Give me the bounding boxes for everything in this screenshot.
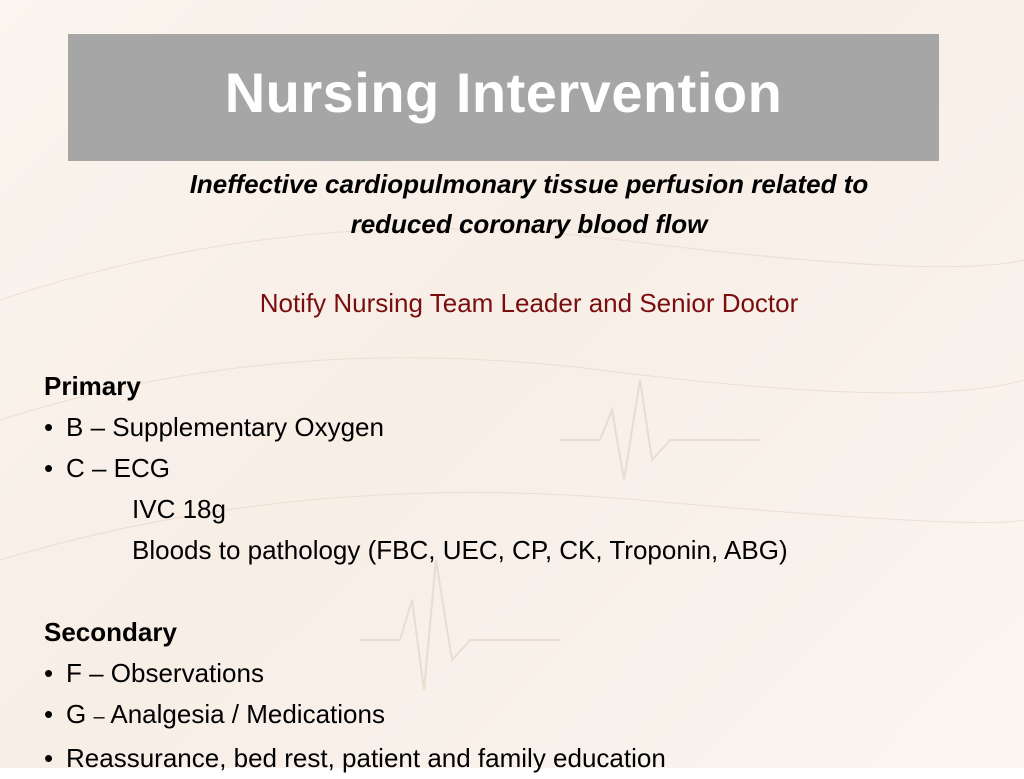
g-prefix: G xyxy=(66,699,94,729)
diagnosis-line-1: Ineffective cardiopulmonary tissue perfusion related to xyxy=(189,169,869,199)
list-item xyxy=(44,407,1019,448)
slide-title: Nursing Intervention xyxy=(224,61,783,124)
bullet: • xyxy=(44,453,54,483)
list-item xyxy=(44,653,1019,694)
g-dash: – xyxy=(93,706,105,728)
list-item xyxy=(44,738,1019,779)
bullet: • xyxy=(44,743,54,773)
bullet: • xyxy=(44,658,54,688)
bloods-subitem: Bloods to pathology (FBC, UEC, CP, CK, Troponin, ABG) xyxy=(132,535,788,565)
analgesia-item: Analgesia / Medications xyxy=(104,699,385,729)
breathing-item: B – Supplementary Oxygen xyxy=(66,412,384,442)
circulation-item: C – ECG xyxy=(66,453,171,483)
nursing-diagnosis xyxy=(40,164,1018,244)
notify-instruction: Notify Nursing Team Leader and Senior Doctor xyxy=(259,288,799,318)
list-item xyxy=(44,694,1019,738)
section-spacer xyxy=(44,571,1019,612)
title-bar xyxy=(68,34,939,161)
ivc-subitem: IVC 18g xyxy=(132,494,226,524)
reassurance-item: Reassurance, bed rest, patient and family education xyxy=(66,743,666,773)
observations-item: F – Observations xyxy=(66,658,264,688)
primary-heading: Primary xyxy=(44,371,141,401)
bullet: • xyxy=(44,699,54,729)
intervention-list xyxy=(44,366,1019,779)
secondary-heading: Secondary xyxy=(44,617,177,647)
bullet: • xyxy=(44,412,54,442)
list-item xyxy=(44,448,1019,489)
diagnosis-line-2: reduced coronary blood flow xyxy=(350,209,708,239)
